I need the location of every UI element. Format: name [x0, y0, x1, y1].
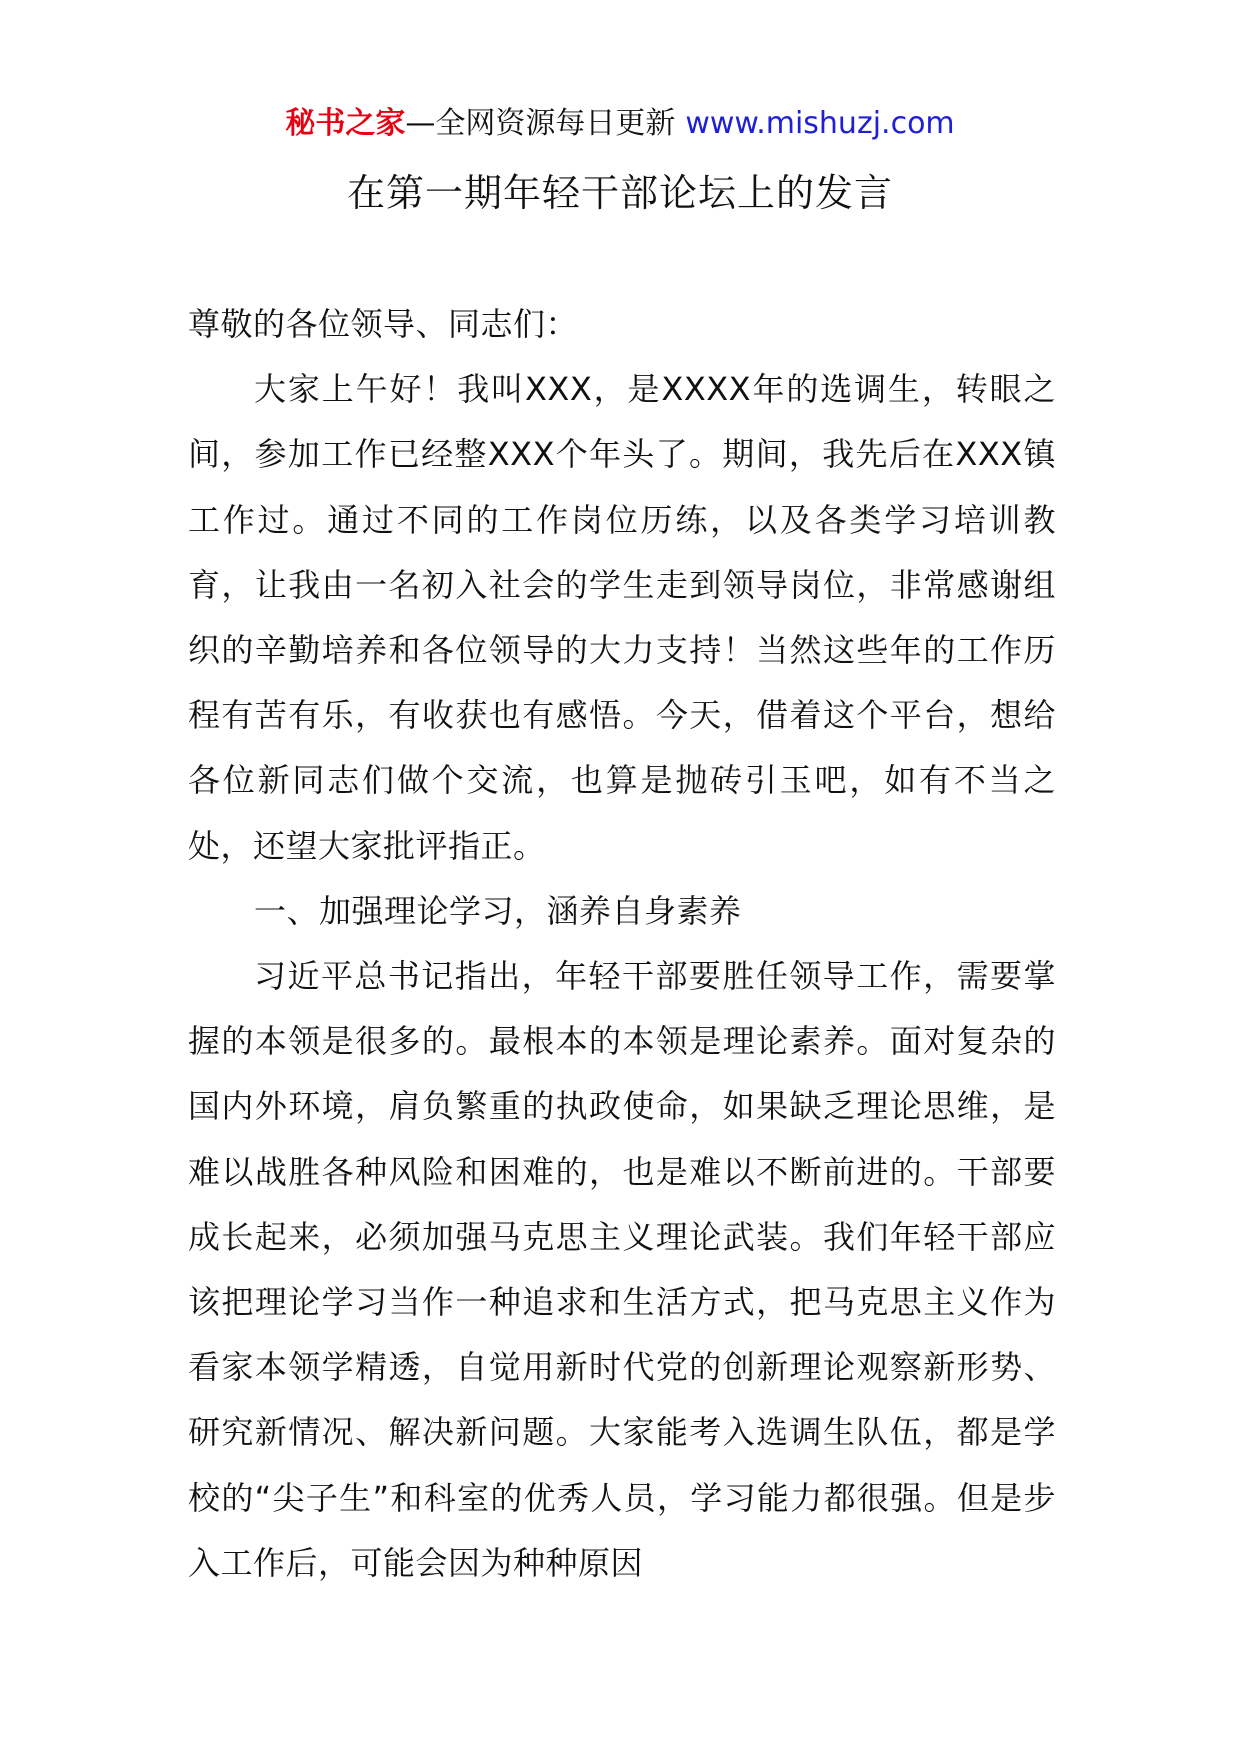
site-url-link[interactable]: www.mishuzj.com	[685, 106, 955, 141]
document-body	[188, 292, 1056, 1596]
paragraph-section-1: 习近平总书记指出，年轻干部要胜任领导工作，需要掌握的本领是很多的。最根本的本领是理论素养。面对复杂的国内外环境，肩负繁重的执政使命，如果缺乏理论思维，是难以战胜各种风险和困难的，也是难以不断前进的。干部要成长起来，必须加强马克思主义理论武装。我们年轻干部应该把理论学习当作一种追求和生活方式，把马克思主义作为看家本领学精透，自觉用新时代党的创新理论观察新形势、研究新情况、解决新问题。大家能考入选调生队伍，都是学校的“尖子生”和科室的优秀人员，学习能力都很强。但是步入工作后，可能会因为种种原因	[188, 957, 1056, 1582]
section-heading-1: 一、加强理论学习，涵养自身素养	[254, 891, 742, 930]
site-header	[0, 104, 1240, 144]
salutation: 尊敬的各位领导、同志们：	[188, 305, 579, 343]
header-tagline: —全网资源每日更新	[405, 106, 676, 141]
brand-name: 秘书之家	[285, 106, 406, 141]
paragraph-intro: 大家上午好！我叫XXX，是XXXX年的选调生，转眼之间，参加工作已经整XXX个年头了。期间，我先后在XXX镇工作过。通过不同的工作岗位历练，以及各类学习培训教育，让我由一名初入社会的学生走到领导岗位，非常感谢组织的辛勤培养和各位领导的大力支持！当然这些年的工作历程有苦有乐，有收获也有感悟。今天，借着这个平台，想给各位新同志们做个交流，也算是抛砖引玉吧，如有不当之处，还望大家批评指正。	[188, 370, 1056, 865]
document-title: 在第一期年轻干部论坛上的发言	[346, 171, 893, 215]
